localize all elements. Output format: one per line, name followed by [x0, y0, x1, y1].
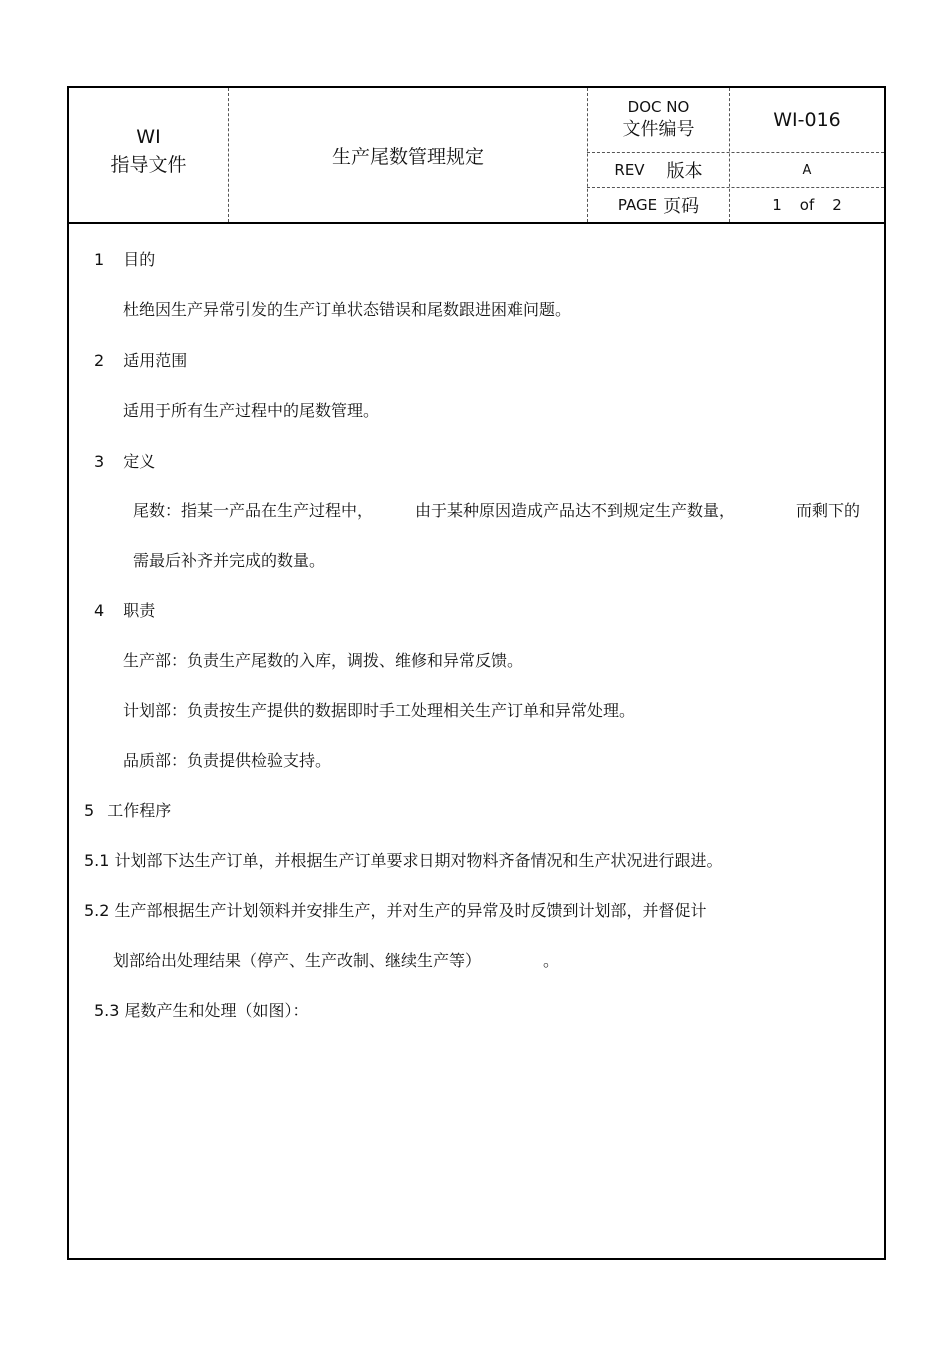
wi-cell	[69, 88, 228, 222]
wi-label: WI	[136, 126, 161, 148]
section-number: 1	[94, 250, 105, 269]
page-value-cell	[730, 188, 884, 222]
section-title: 目的	[123, 250, 156, 269]
page-label-en: PAGE	[617, 196, 658, 214]
page-current: 1	[772, 196, 782, 214]
section-3-definition-c: 而剩下的	[796, 501, 861, 520]
section-5-heading	[84, 801, 171, 821]
page-label-cn: 页码	[663, 196, 700, 217]
section-5-3: 5.3 尾数产生和处理（如图）：	[94, 1001, 309, 1020]
section-3-definition-a: 尾数：指某一产品在生产过程中，	[133, 501, 374, 520]
section-5-2-line2-end: 。	[543, 951, 560, 970]
section-4-production: 生产部：负责生产尾数的入库，调拨、维修和异常反馈。	[123, 651, 524, 670]
rev-value-cell	[730, 153, 884, 187]
section-2-heading	[94, 351, 187, 371]
section-5-2-line2: 划部给出处理结果（停产、生产改制、继续生产等）	[113, 951, 482, 970]
rev-label-en: REV	[614, 161, 645, 179]
section-2-text: 适用于所有生产过程中的尾数管理。	[123, 401, 380, 420]
doc-no-value-cell	[730, 88, 884, 152]
section-4-quality: 品质部：负责提供检验支持。	[123, 751, 332, 770]
section-title: 适用范围	[123, 351, 188, 370]
doc-no-value: WI-016	[773, 109, 841, 131]
page-total: 2	[832, 196, 842, 214]
section-5-2-line1: 5.2 生产部根据生产计划领料并安排生产，并对生产的异常及时反馈到计划部，并督促计	[84, 901, 707, 920]
page-label-cell	[588, 188, 729, 222]
wi-subtitle: 指导文件	[110, 154, 187, 176]
section-4-planning: 计划部：负责按生产提供的数据即时手工处理相关生产订单和异常处理。	[123, 701, 636, 720]
doc-no-label-cn: 文件编号	[622, 119, 695, 140]
section-title: 工作程序	[107, 801, 172, 820]
rev-value: A	[802, 162, 812, 178]
section-number: 3	[94, 452, 105, 471]
document-header	[69, 88, 884, 224]
section-5-1: 5.1 计划部下达生产订单，并根据生产订单要求日期对物料齐备情况和生产状况进行跟进。	[84, 851, 723, 870]
page-of: of	[799, 196, 815, 214]
section-number: 5	[84, 801, 95, 820]
section-1-heading	[94, 250, 155, 270]
section-1-text: 杜绝因生产异常引发的生产订单状态错误和尾数跟进困难问题。	[123, 300, 572, 319]
section-title: 职责	[123, 601, 156, 620]
title-cell	[229, 88, 587, 222]
doc-no-label-en: DOC NO	[627, 98, 690, 116]
doc-no-label-cell	[588, 88, 729, 152]
section-title: 定义	[123, 452, 156, 471]
section-3-heading	[94, 452, 155, 472]
section-number: 2	[94, 351, 105, 370]
section-number: 4	[94, 601, 105, 620]
rev-label-cn: 版本	[666, 161, 703, 182]
section-3-definition-b: 由于某种原因造成产品达不到规定生产数量，	[415, 501, 736, 520]
rev-label-cell	[588, 153, 729, 187]
document-frame	[67, 86, 886, 1260]
section-3-definition-line2: 需最后补齐并完成的数量。	[133, 551, 326, 570]
section-4-heading	[94, 601, 155, 621]
document-title: 生产尾数管理规定	[331, 145, 484, 168]
